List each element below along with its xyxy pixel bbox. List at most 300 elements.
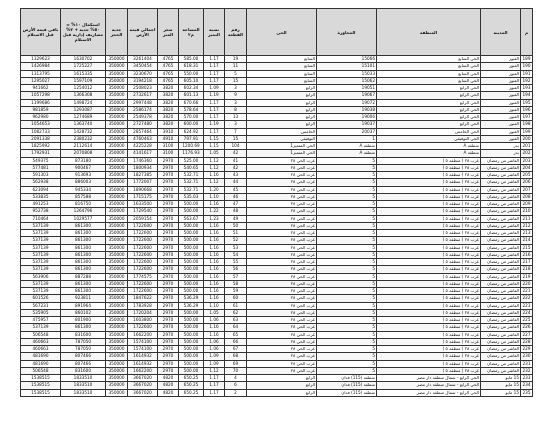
table-cell: الحي التوفيقي xyxy=(377,135,481,142)
table-cell: 537139 xyxy=(21,230,61,237)
table-cell: 2970 xyxy=(158,208,179,215)
table-cell: 5 xyxy=(317,244,377,251)
table-cell: 5 xyxy=(225,70,247,77)
table-cell: 1725227 xyxy=(61,63,106,70)
table-cell: 475957 xyxy=(21,317,61,324)
table-cell: 861300 xyxy=(61,259,106,266)
table-cell: 600.00 xyxy=(179,121,204,128)
table-cell: 3 xyxy=(225,85,247,92)
table-row xyxy=(21,331,533,338)
table-cell: 1720204 xyxy=(128,309,158,316)
table-cell: 5 xyxy=(317,237,377,244)
table-cell: 1057298 xyxy=(21,92,61,99)
table-cell: غرب الحي ٢٨ xyxy=(247,288,317,295)
table-cell: 5 xyxy=(317,222,377,229)
table-cell: 1574100 xyxy=(128,346,158,353)
table-cell: 211 xyxy=(522,215,531,221)
table-cell: 70 xyxy=(225,367,247,374)
table-cell: 491253 xyxy=(21,201,61,208)
table-cell: العاشر من رمضان xyxy=(481,157,521,164)
table-cell: 1825992 xyxy=(21,143,61,150)
table-row xyxy=(21,317,533,324)
table-cell: 3820 xyxy=(158,114,179,121)
table-row xyxy=(21,77,533,84)
table-cell: غرب الحي ٢٨ xyxy=(247,157,317,164)
table-cell: 212 xyxy=(522,222,531,228)
table-cell: الحي الرابع xyxy=(377,85,481,92)
table-cell: 350000 xyxy=(106,280,128,287)
table-cell: 205 xyxy=(522,172,531,178)
table-cell: 4 xyxy=(225,375,247,382)
table-cell: 2970 xyxy=(158,266,179,273)
table-cell: 8 xyxy=(225,106,247,113)
table-cell: 226 xyxy=(522,324,531,330)
table-cell: العبور xyxy=(481,77,521,84)
table-cell: 506548 xyxy=(21,331,61,338)
table-cell: 602.34 xyxy=(179,85,204,92)
table-cell: 56 xyxy=(225,266,247,273)
table-cell: 1.05 xyxy=(204,150,225,157)
table-cell: 2970 xyxy=(158,288,179,295)
table-cell: 1.16 xyxy=(204,266,225,273)
table-cell: 500.00 xyxy=(179,353,204,360)
table-cell: 1722600 xyxy=(128,288,158,295)
table-cell: 4760463 xyxy=(128,135,158,142)
table-cell: 55 xyxy=(225,259,247,266)
table-row xyxy=(21,280,533,287)
table-cell: 1054653 xyxy=(21,121,61,128)
table-cell: الحي الرابع xyxy=(377,106,481,113)
table-cell: 1722600 xyxy=(128,324,158,331)
table-cell: 3667020 xyxy=(128,382,158,389)
table-cell: 861300 xyxy=(61,222,106,229)
table-cell: 350000 xyxy=(106,193,128,200)
table-cell: 2970 xyxy=(158,302,179,309)
table-cell: 5 xyxy=(317,353,377,360)
table-cell: 215 xyxy=(522,244,531,250)
table-cell: 2970 xyxy=(158,295,179,302)
table-cell: السابع xyxy=(247,63,317,70)
table-cell: 2970 xyxy=(158,259,179,266)
table-cell: غرب ٢٨ ( منطقة ٥ ) xyxy=(377,222,481,229)
table-cell: 1827385 xyxy=(128,172,158,179)
table-cell: 1715175 xyxy=(128,193,158,200)
table-cell: 64 xyxy=(225,324,247,331)
table-row xyxy=(21,85,533,92)
table-cell: 232 xyxy=(522,367,531,373)
table-cell: 197 xyxy=(522,114,531,120)
table-cell: 67 xyxy=(225,346,247,353)
table-cell: 1722600 xyxy=(128,237,158,244)
table-cell: 4765 xyxy=(158,77,179,84)
table-cell: منطقة (115) فدان xyxy=(317,375,377,382)
table-cell: 500.00 xyxy=(179,201,204,208)
table-cell: 787050 xyxy=(61,346,106,353)
table-cell: 68 xyxy=(225,353,247,360)
table-cell: 831600 xyxy=(61,367,106,374)
table-cell: 861300 xyxy=(61,237,106,244)
table-cell: غرب الحي ٢٨ xyxy=(247,244,317,251)
table-cell: 500.00 xyxy=(179,338,204,345)
table-cell: 500.00 xyxy=(179,244,204,251)
table-cell: العبور xyxy=(481,114,521,121)
table-cell: 227 xyxy=(522,331,531,337)
table-cell: 1313795 xyxy=(21,70,61,77)
table-cell: 350000 xyxy=(106,99,128,106)
table-cell: 350000 xyxy=(106,77,128,84)
table-cell: 1722600 xyxy=(128,251,158,258)
table-row xyxy=(21,143,533,150)
table-cell: 537139 xyxy=(21,288,61,295)
table-cell: 500.00 xyxy=(179,331,204,338)
table-cell: 2970 xyxy=(158,331,179,338)
table-cell: 15066 xyxy=(317,56,377,63)
table-cell: 5 xyxy=(317,251,377,258)
table-cell: 5 xyxy=(317,331,377,338)
table-cell: بدر xyxy=(481,143,521,150)
table-cell: 623094 xyxy=(21,186,61,193)
table-cell: 350000 xyxy=(106,266,128,273)
table-row xyxy=(21,164,533,171)
header-cell: جدية الحجز xyxy=(106,9,128,56)
table-cell: غرب الحي ٢٨ xyxy=(247,172,317,179)
table-cell: 5 xyxy=(317,273,377,280)
table-cell: 1.12 xyxy=(204,367,225,374)
table-cell: 2727480 xyxy=(128,121,158,128)
table-cell: الحي السابع xyxy=(377,56,481,63)
table-cell: 1.20 xyxy=(204,186,225,193)
table-cell: الرابع xyxy=(247,92,317,99)
table-cell: 861300 xyxy=(61,251,106,258)
table-cell: 1363740 xyxy=(61,121,106,128)
table-cell: 1833510 xyxy=(61,382,106,389)
table-cell: 1.19 xyxy=(204,121,225,128)
table-cell: 199 xyxy=(522,128,531,134)
table-cell: الرابع xyxy=(247,121,317,128)
table-cell: 19051 xyxy=(317,85,377,92)
table-cell: 44 xyxy=(225,179,247,186)
table-cell: غرب الحي ٢٨ xyxy=(247,346,317,353)
table-cell: 670.66 xyxy=(179,99,204,106)
table-cell: العاشر من رمضان xyxy=(481,346,521,353)
table-cell: 1.16 xyxy=(204,244,225,251)
table-cell: غرب الحي ٢٨ xyxy=(247,353,317,360)
table-cell: العاشر من رمضان xyxy=(481,295,521,302)
table-cell: 1200.69 xyxy=(179,143,204,150)
table-cell: 66 xyxy=(225,338,247,345)
header-cell: استكمال ١٠% = ٥٠% جدية + ٢% مصاريف إدارية قبل الاستلام xyxy=(61,9,106,56)
table-cell: 204 xyxy=(522,164,531,170)
table-cell: 567231 xyxy=(21,302,61,309)
table-cell: 3194218 xyxy=(128,77,158,84)
table-cell: 981859 xyxy=(21,106,61,113)
table-cell: 350000 xyxy=(106,150,128,157)
table-cell: 1722600 xyxy=(128,230,158,237)
table-cell: 860102 xyxy=(61,309,106,316)
table-cell: 5 xyxy=(317,172,377,179)
table-cell: 350000 xyxy=(106,244,128,251)
table-cell: 2970 xyxy=(158,324,179,331)
table-cell: 5 xyxy=(317,230,377,237)
table-cell: 350000 xyxy=(106,208,128,215)
table-cell: 1.10 xyxy=(204,302,225,309)
table-cell: العبور xyxy=(481,106,521,113)
table-cell: 3 xyxy=(225,99,247,106)
table-cell: 1.16 xyxy=(204,280,225,287)
table-row xyxy=(21,360,533,367)
table-cell: 5 xyxy=(317,338,377,345)
table-cell: 47 xyxy=(225,201,247,208)
table-cell: 787050 xyxy=(61,338,106,345)
table-cell: 532.71 xyxy=(179,186,204,193)
table-row xyxy=(21,157,533,164)
table-cell: 350000 xyxy=(106,338,128,345)
table-cell: الحي السابع xyxy=(377,70,481,77)
table-cell: 1.16 xyxy=(204,295,225,302)
table-cell: العاشر من رمضان xyxy=(481,309,521,316)
table-cell: 5 xyxy=(317,186,377,193)
table-cell: 13 xyxy=(225,114,247,121)
table-cell: غرب ٢٨ ( منطقة ٥ ) xyxy=(377,266,481,273)
table-row xyxy=(21,201,533,208)
table-cell: 1.17 xyxy=(204,63,225,70)
table-row xyxy=(21,244,533,251)
table-cell: 1615335 xyxy=(61,70,106,77)
table-row xyxy=(21,259,533,266)
table-cell: 861300 xyxy=(61,230,106,237)
table-row xyxy=(21,179,533,186)
table-cell: 1.22 xyxy=(204,208,225,215)
table-cell: 2970 xyxy=(158,317,179,324)
table-cell: 219 xyxy=(522,273,531,279)
table-cell: 1729540 xyxy=(128,208,158,215)
table-cell: العاشر من رمضان xyxy=(481,201,521,208)
table-cell: 887288 xyxy=(61,273,106,280)
table-cell: 1800934 xyxy=(128,164,158,171)
table-cell: الحي الرابع xyxy=(377,99,481,106)
table-cell: 952738 xyxy=(21,208,61,215)
table-cell: 223 xyxy=(522,302,531,308)
table-cell: 1199686 xyxy=(21,99,61,106)
table-cell: 536.29 xyxy=(179,295,204,302)
table-cell: 5 xyxy=(317,367,377,374)
table-cell: 208 xyxy=(522,193,531,199)
table-cell: 2970 xyxy=(158,157,179,164)
table-cell: 203 xyxy=(522,157,531,163)
table-cell: 481690 xyxy=(21,360,61,367)
table-cell: العاشر من رمضان xyxy=(481,338,521,345)
table-cell: 1.16 xyxy=(204,230,225,237)
table-cell: 1.06 xyxy=(204,346,225,353)
table-cell: 2970 xyxy=(158,222,179,229)
table-cell: 19072 xyxy=(317,99,377,106)
table-cell: 500.00 xyxy=(179,360,204,367)
table-cell: 2970 xyxy=(158,338,179,345)
table-cell: 5 xyxy=(317,324,377,331)
table-row xyxy=(21,288,533,295)
table-cell: 2970 xyxy=(158,186,179,193)
table-cell: 3820 xyxy=(158,85,179,92)
table-cell: 350000 xyxy=(106,251,128,258)
table-cell: العاشر من رمضان xyxy=(481,193,521,200)
table-cell: 3820 xyxy=(158,99,179,106)
table-cell: 218 xyxy=(522,266,531,272)
table-cell: 350000 xyxy=(106,215,128,222)
table-row xyxy=(21,56,533,63)
table-cell: 1722600 xyxy=(128,222,158,229)
table-cell: 3100 xyxy=(158,143,179,150)
table-cell: التوفيقي xyxy=(247,135,317,142)
table-cell: العاشر من رمضان xyxy=(481,244,521,251)
table-cell: 537139 xyxy=(21,251,61,258)
table-cell: 233 xyxy=(522,375,531,381)
table-cell: 650.25 xyxy=(179,375,204,382)
table-cell: 2732617 xyxy=(128,92,158,99)
table-cell: 350000 xyxy=(106,56,128,63)
table-row xyxy=(21,63,533,70)
table-cell: 350000 xyxy=(106,92,128,99)
table-cell: 537139 xyxy=(21,259,61,266)
table-cell: العبور xyxy=(481,135,521,142)
table-cell: 350000 xyxy=(106,85,128,92)
table-cell: غرب ٢٨ ( منطقة ٥ ) xyxy=(377,244,481,251)
table-cell: 57 xyxy=(225,273,247,280)
table-cell: غرب ٢٨ ( منطقة ٥ ) xyxy=(377,186,481,193)
header-row xyxy=(21,9,533,56)
table-cell: 69 xyxy=(225,360,247,367)
table-cell: 5 xyxy=(317,157,377,164)
table-cell: 1.19 xyxy=(204,92,225,99)
table-cell: 1630702 xyxy=(61,56,106,63)
table-cell: 194 xyxy=(522,92,531,98)
table-cell: غرب الحي ٢٨ xyxy=(247,259,317,266)
table-cell: غرب ٢٨ ( منطقة ٥ ) xyxy=(377,208,481,215)
table-cell: 537139 xyxy=(21,324,61,331)
table-cell: 221 xyxy=(522,288,531,294)
table-cell: 1847622 xyxy=(128,295,158,302)
header-cell: سعر المتر xyxy=(158,9,179,56)
table-cell: 51 xyxy=(225,230,247,237)
table-cell: 532.71 xyxy=(179,179,204,186)
table-cell: 3230670 xyxy=(128,70,158,77)
table-row xyxy=(21,338,533,345)
table-cell: 225 xyxy=(522,317,531,323)
table-cell: 5 xyxy=(317,208,377,215)
table-cell: 11 xyxy=(225,63,247,70)
table-cell: 1176.93 xyxy=(179,150,204,157)
table-row xyxy=(21,208,533,215)
table-cell: 2970 xyxy=(158,244,179,251)
table-cell: غرب الحي ٢٨ xyxy=(247,222,317,229)
table-cell: 4820 xyxy=(158,375,179,382)
table-cell: العاشر من رمضان xyxy=(481,222,521,229)
table-cell: 650.25 xyxy=(179,389,204,396)
table-cell: منطقة (115) فدان xyxy=(317,389,377,396)
table-cell: 1428732 xyxy=(61,128,106,135)
table-cell: 350000 xyxy=(106,324,128,331)
table-cell: غرب ٢٨ ( منطقة ٥ ) xyxy=(377,360,481,367)
table-cell: غرب الحي ٢٨ xyxy=(247,237,317,244)
table-cell: الرابع xyxy=(247,85,317,92)
table-cell: غرب ٢٨ ( منطقة ٥ ) xyxy=(377,157,481,164)
table-row xyxy=(21,99,533,106)
table-cell: 861300 xyxy=(61,324,106,331)
table-cell: 5 xyxy=(317,309,377,316)
table-cell: 350000 xyxy=(106,172,128,179)
table-cell: السابع xyxy=(247,70,317,77)
table-cell: 220 xyxy=(522,280,531,286)
table-cell: الحي الخامس xyxy=(377,128,481,135)
table-cell: 45 xyxy=(225,186,247,193)
table-cell: 500.00 xyxy=(179,309,204,316)
table-cell: 5 xyxy=(317,360,377,367)
table-cell: غرب الحي ٢٨ xyxy=(247,295,317,302)
table-cell: 1722600 xyxy=(128,280,158,287)
table-cell: 350000 xyxy=(106,353,128,360)
table-cell: 1772007 xyxy=(128,179,158,186)
table-cell: 807466 xyxy=(61,360,106,367)
table-cell: غرب ٢٨ ( منطقة ٥ ) xyxy=(377,273,481,280)
table-cell: غرب ٢٨ ( منطقة ٥ ) xyxy=(377,353,481,360)
table-cell: غرب الحي ٢٨ xyxy=(247,164,317,171)
table-cell: العاشر من رمضان xyxy=(481,266,521,273)
table-cell: 1.16 xyxy=(204,237,225,244)
table-cell: بدر xyxy=(481,150,521,157)
table-cell: غرب ٢٨ ( منطقة ٥ ) xyxy=(377,331,481,338)
table-cell: 500.00 xyxy=(179,288,204,295)
table-cell: 191 xyxy=(522,70,531,76)
land-price-table xyxy=(20,8,533,397)
table-cell: 350000 xyxy=(106,114,128,121)
table-cell: 350000 xyxy=(106,222,128,229)
table-cell: 710464 xyxy=(21,215,61,222)
table-cell: 350000 xyxy=(106,121,128,128)
table-cell: غرب الحي ٢٨ xyxy=(247,324,317,331)
table-cell: 537139 xyxy=(21,222,61,229)
table-cell: غرب الحي ٢٨ xyxy=(247,338,317,345)
table-cell: 500.00 xyxy=(179,230,204,237)
table-cell: 195 xyxy=(522,99,531,105)
table-cell: العاشر من رمضان xyxy=(481,186,521,193)
table-cell: 3910 xyxy=(158,128,179,135)
table-cell: العاشر من رمضان xyxy=(481,317,521,324)
table-cell: غرب الحي ٢٨ xyxy=(247,302,317,309)
table-cell: 231 xyxy=(522,360,531,366)
table-cell: 563906 xyxy=(21,273,61,280)
table-cell: 1.16 xyxy=(204,324,225,331)
table-cell: 1633500 xyxy=(128,201,158,208)
table-cell: العاشر من رمضان xyxy=(481,331,521,338)
table-cell: 861300 xyxy=(61,280,106,287)
table-row xyxy=(21,251,533,258)
table-cell: 549375 xyxy=(21,157,61,164)
table-cell: 224 xyxy=(522,309,531,315)
table-cell: 1.09 xyxy=(204,360,225,367)
table-cell: غرب ٢٨ ( منطقة ٥ ) xyxy=(377,164,481,171)
table-cell: 350000 xyxy=(106,201,128,208)
header-cell: رقم القطعة xyxy=(225,9,247,56)
table-cell: 2970 xyxy=(158,346,179,353)
table-cell: غرب ٢٨ ( منطقة ٥ ) xyxy=(377,215,481,222)
table-cell: 601526 xyxy=(21,295,61,302)
table-cell: منطقة A xyxy=(377,150,481,157)
table-cell: 15101 xyxy=(317,63,377,70)
table-cell: 618.31 xyxy=(179,63,204,70)
table-cell: 585.00 xyxy=(179,56,204,63)
table-cell: الرابع xyxy=(247,106,317,113)
table-cell: 42 xyxy=(225,164,247,171)
table-cell: الرابع xyxy=(247,375,317,382)
